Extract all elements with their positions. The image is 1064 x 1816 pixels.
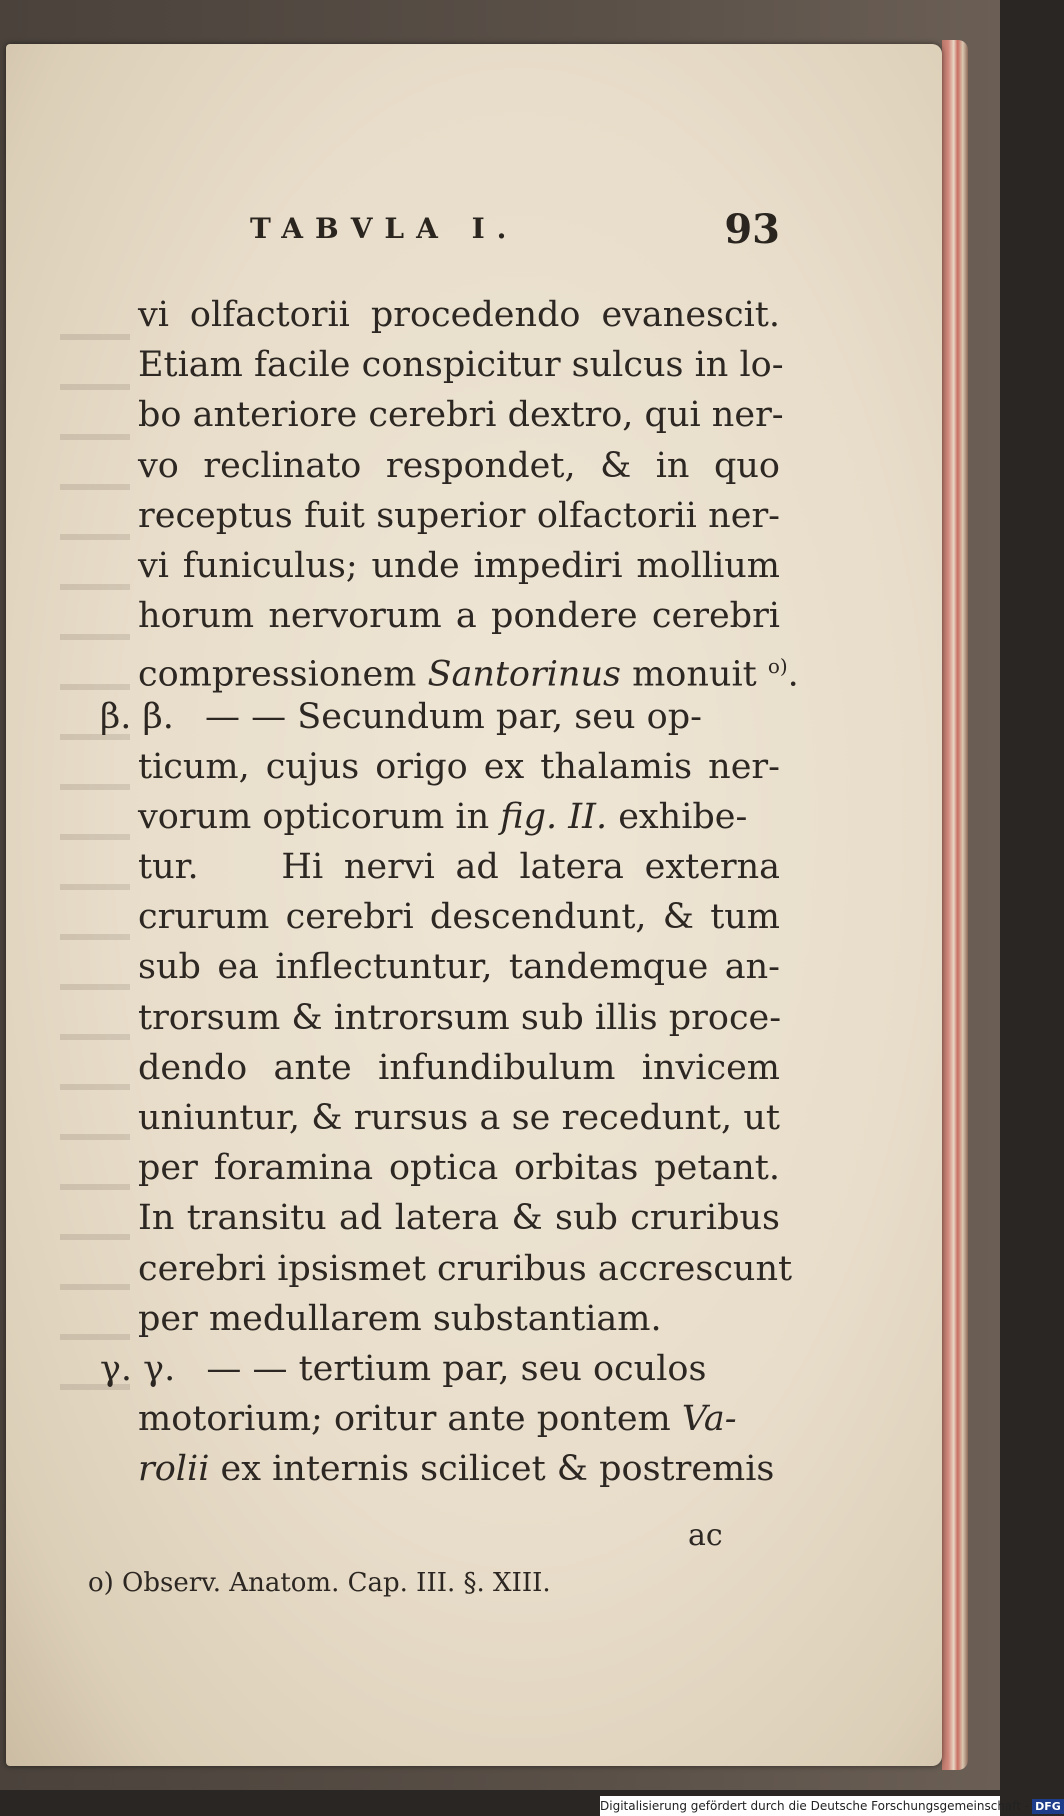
figure-ref: fig. II. — [500, 796, 608, 837]
page-number: 93 — [724, 206, 780, 253]
catchword: ac — [688, 1518, 723, 1553]
text-line: Etiam facile conspicitur sulcus in lo- — [138, 345, 784, 386]
text-line: bo anteriore cerebri dextro, qui ner- — [138, 395, 784, 436]
text-line: compressionem Santorinus monuit $^{o)}$. — [138, 654, 799, 695]
text-line: β. β. — — Secundum par, seu op- — [100, 696, 702, 737]
dfg-logo: DFG — [1032, 1799, 1064, 1814]
text-line: vi funiculus; unde impediri mollium — [138, 545, 780, 586]
text-line: trorsum & introrsum sub illis proce- — [138, 997, 782, 1038]
text-line: horum nervorum a pondere cerebri — [138, 596, 780, 637]
name-italic: Va- — [681, 1399, 737, 1440]
text-line: sub ea inflectuntur, tandemque an- — [138, 947, 780, 988]
text-line: rolii ex internis scilicet & postremis — [138, 1449, 775, 1490]
credit-text: Digitalisierung gefördert durch die Deutsche Forschungsgemeinschaft - — [600, 1799, 1030, 1813]
section-marker: β. β. — [100, 696, 174, 737]
text-line: dendo ante infundibulum invicem — [138, 1047, 780, 1088]
text-line: per medullarem substantiam. — [138, 1298, 662, 1339]
footnote-ref: o) — [767, 654, 788, 679]
text-line: crurum cerebri descendunt, & tum — [138, 897, 780, 938]
text-line: per foramina optica orbitas petant. — [138, 1148, 780, 1189]
body-text — [100, 290, 799, 1495]
text-line: vo reclinato respondet, & in quo — [138, 445, 780, 486]
text-line: cerebri ipsismet cruribus accrescunt — [138, 1248, 793, 1289]
footnote: o) Observ. Anatom. Cap. III. §. XIII. — [88, 1568, 551, 1598]
text-line: vorum opticorum in fig. II. exhibe- — [138, 796, 748, 837]
text-line: uniuntur, & rursus a se recedunt, ut — [138, 1098, 780, 1138]
page-header — [250, 206, 780, 262]
running-title: TABVLA I. — [250, 212, 519, 245]
author-name: Santorinus — [427, 654, 621, 695]
text-line: In transitu ad latera & sub cruribus — [138, 1198, 780, 1239]
text-line: tur. Hi nervi ad latera externa — [138, 847, 780, 888]
name-italic: rolii — [138, 1449, 210, 1490]
text-line: ticum, cujus origo ex thalamis ner- — [138, 746, 780, 787]
digitization-credit — [600, 1796, 1061, 1816]
text-line: receptus fuit superior olfactorii ner- — [138, 495, 780, 536]
text-line: vi olfactorii procedendo evanescit. — [138, 295, 780, 335]
page-edge — [942, 40, 968, 1770]
text-line: motorium; oritur ante pontem Va- — [138, 1399, 737, 1440]
section-marker: γ. γ. — [100, 1348, 176, 1389]
text-line: γ. γ. — — tertium par, seu oculos — [100, 1348, 707, 1389]
